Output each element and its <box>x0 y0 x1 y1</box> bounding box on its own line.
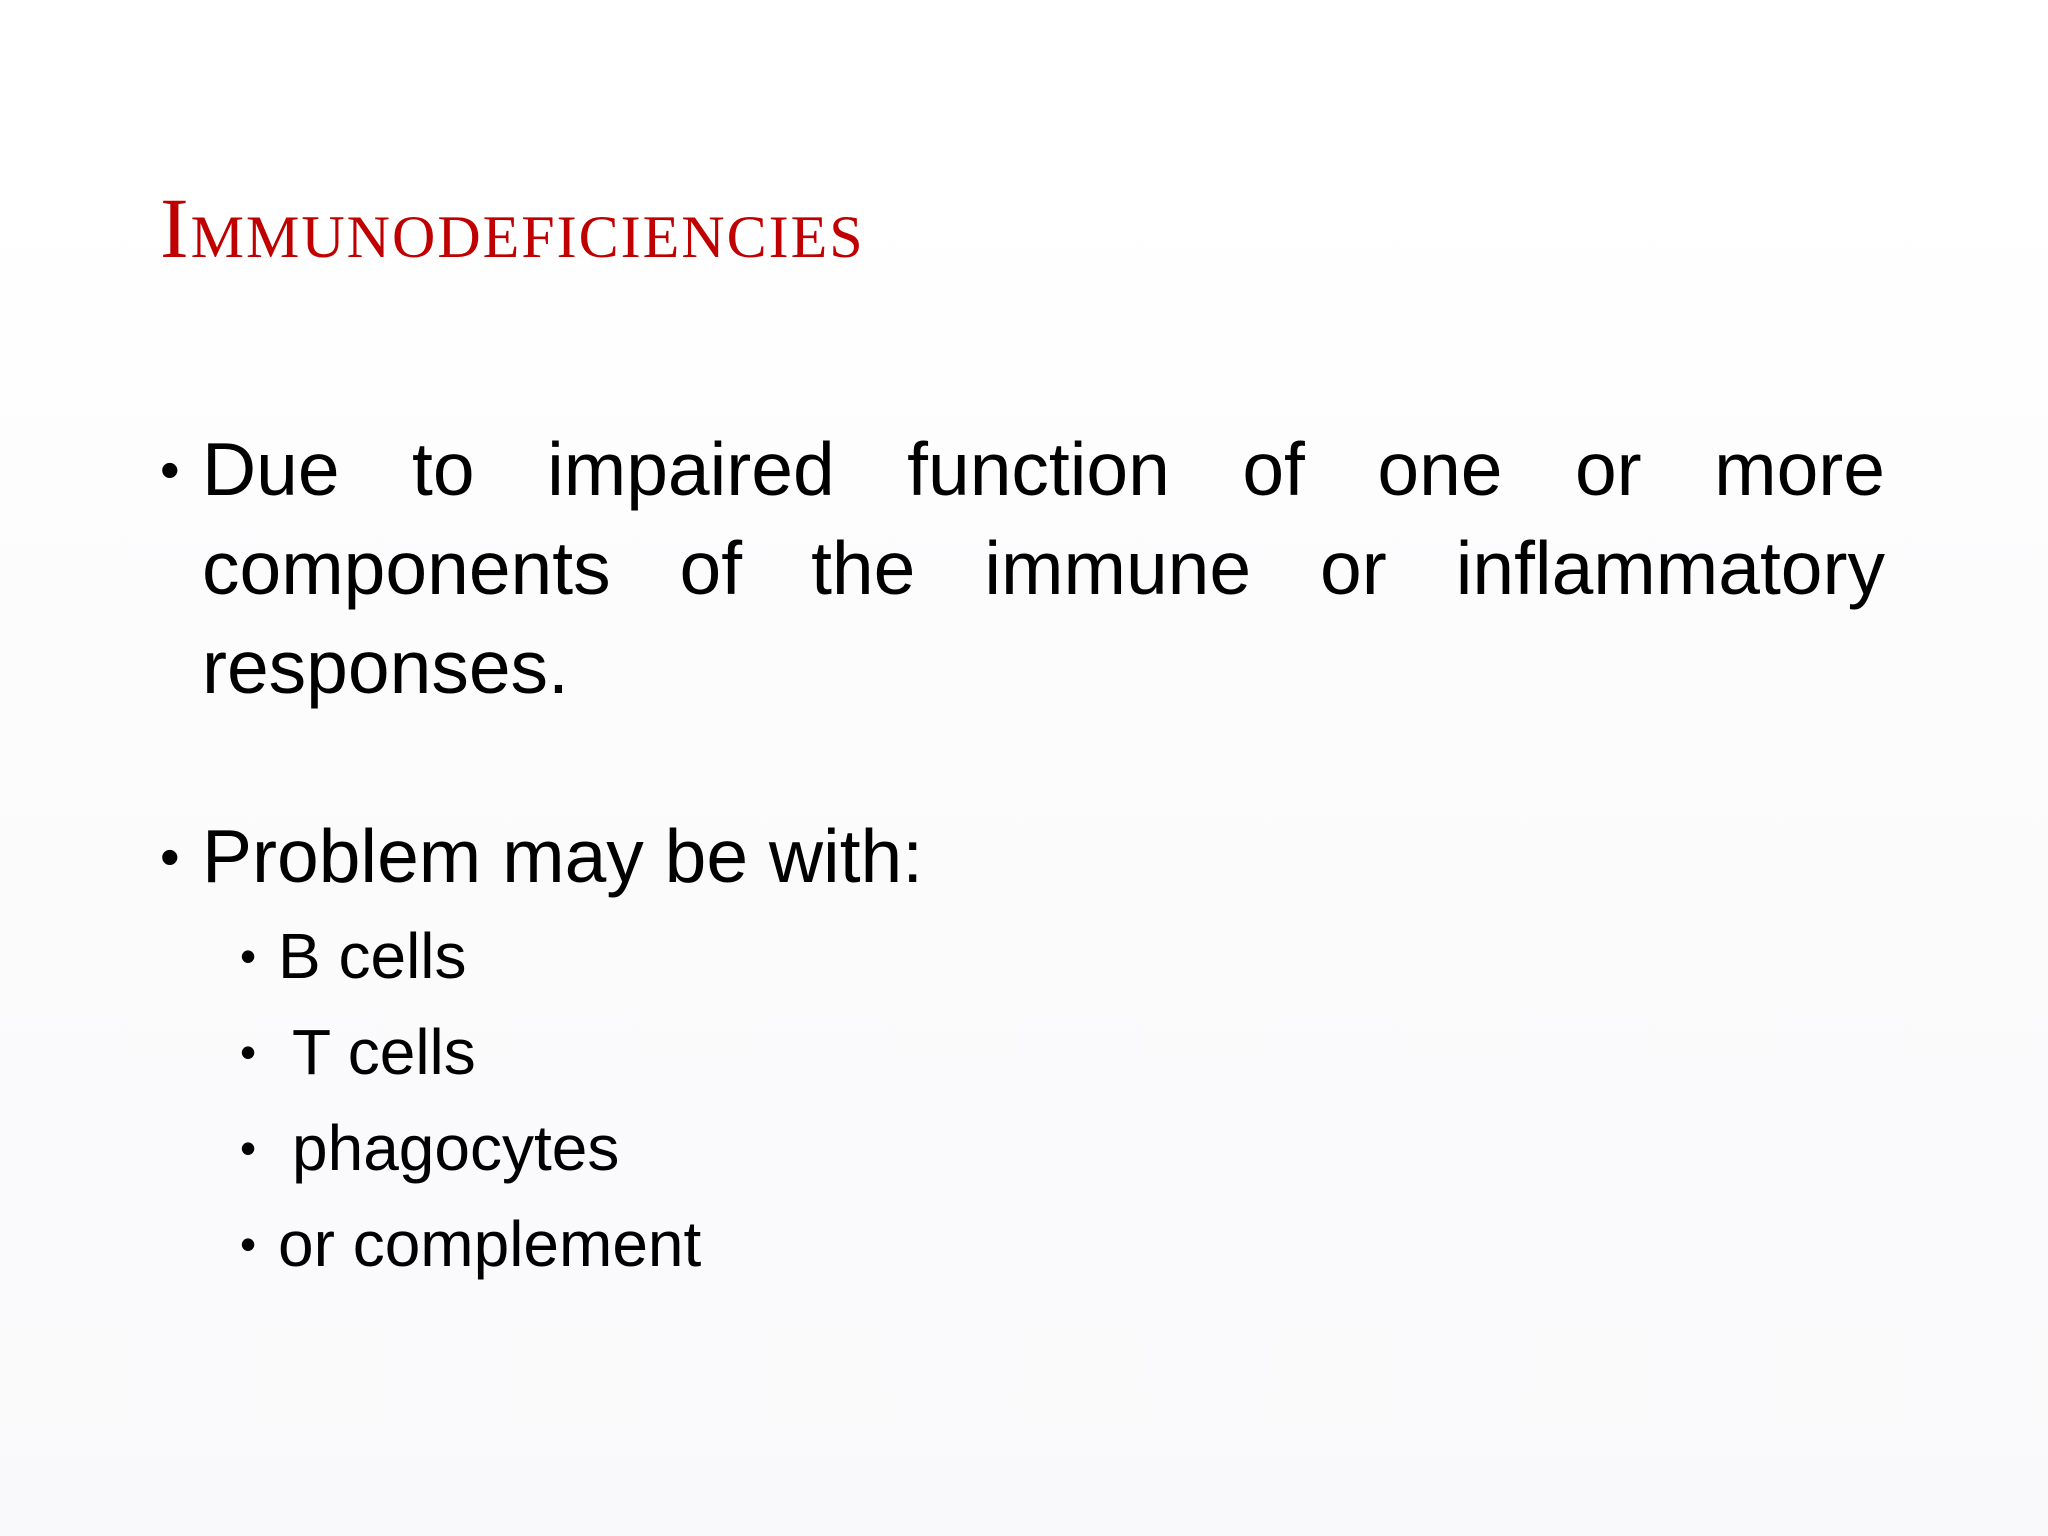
sub-bullet-item <box>240 1004 1885 1100</box>
sub-bullet-marker: • <box>240 1026 257 1078</box>
sub-bullet-text: or complement <box>278 1208 702 1280</box>
sub-bullet-marker: • <box>240 930 257 982</box>
sub-bullet-marker: • <box>240 1218 257 1270</box>
bullet-marker: • <box>160 438 180 501</box>
bullet-text: Problem may be with: <box>202 814 924 898</box>
sub-bullet-text: B cells <box>278 920 467 992</box>
slide-body <box>160 420 1885 1292</box>
bullet-item <box>160 807 1885 906</box>
bullet-text: Due to impaired function of one or more components of the immune or inflammatory responses. <box>202 427 1885 709</box>
sub-bullet-text: T cells <box>292 1016 476 1088</box>
bullet-item <box>160 420 1885 717</box>
sub-bullet-list <box>160 908 1885 1292</box>
slide-title: Immunodeficiencies <box>160 180 865 276</box>
bullet-marker: • <box>160 825 180 888</box>
sub-bullet-item <box>240 1100 1885 1196</box>
sub-bullet-text: phagocytes <box>292 1112 620 1184</box>
sub-bullet-item <box>240 908 1885 1004</box>
sub-bullet-item <box>240 1196 1885 1292</box>
sub-bullet-marker: • <box>240 1122 257 1174</box>
